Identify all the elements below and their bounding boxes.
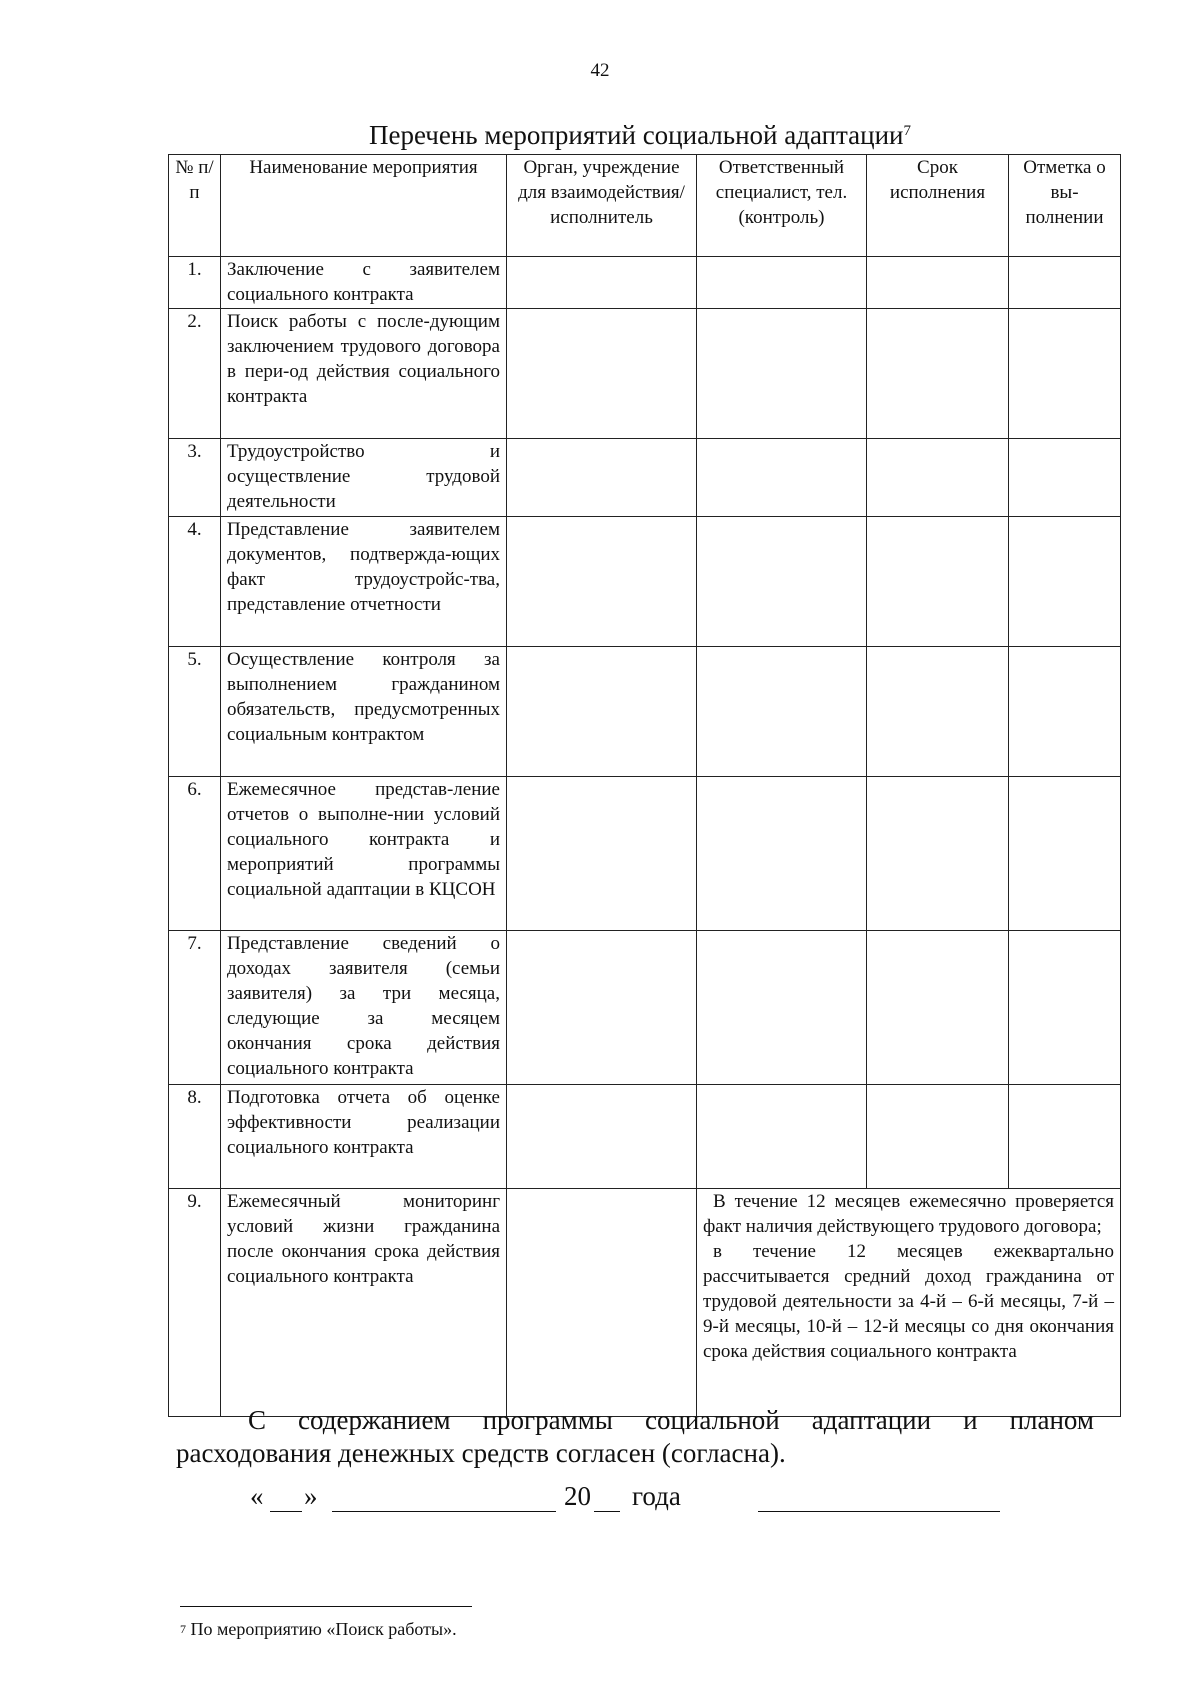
table-header-row — [169, 155, 1121, 257]
year-prefix: 20 — [564, 1481, 591, 1511]
col-header-responsible: Ответственный специалист, тел. (контроль) — [697, 155, 867, 257]
empty-cell — [1009, 257, 1121, 309]
row-number: 9. — [169, 1189, 221, 1417]
footnote-text: По мероприятию «Поиск работы». — [190, 1619, 457, 1639]
activity-name: Представление сведений о доходах заявителя (семьи заявителя) за три месяца, следующие за месяцем окончания срока действия социального контракта — [221, 931, 507, 1085]
empty-cell — [697, 517, 867, 647]
col-header-agency: Орган, учреждение для взаимодействия/ исполнитель — [507, 155, 697, 257]
row-number: 8. — [169, 1085, 221, 1189]
year-blank — [594, 1480, 620, 1512]
table-row — [169, 931, 1121, 1085]
monitoring-note-paragraph: В течение 12 месяцев ежемесячно проверяется факт наличия действующего трудового договора; — [703, 1191, 1114, 1237]
date-signature-line — [250, 1480, 1070, 1514]
close-quote: » — [304, 1481, 318, 1511]
row-number: 5. — [169, 647, 221, 777]
empty-cell — [867, 1085, 1009, 1189]
empty-cell — [1009, 1085, 1121, 1189]
monitoring-note-paragraph: в течение 12 месяцев ежеквартально рассчитывается средний доход гражданина от трудовой деятельности за 4-й – 6-й месяцы, 7-й – 9-й месяцы, 10-й – 12-й месяцы со дня окончания срока действия социального контракта — [703, 1241, 1114, 1362]
signature-blank — [758, 1480, 1000, 1512]
title-text: Перечень мероприятий социальной адаптации — [368, 120, 904, 150]
footnote-divider — [180, 1606, 472, 1607]
year-word: года — [632, 1481, 681, 1511]
col-header-number: № п/п — [169, 155, 221, 257]
empty-cell — [867, 517, 1009, 647]
table-row — [169, 1189, 1121, 1417]
footnote-mark: 7 — [180, 1622, 186, 1636]
empty-cell — [1009, 931, 1121, 1085]
empty-cell — [507, 1189, 697, 1417]
document-title — [168, 120, 1112, 150]
empty-cell — [697, 1085, 867, 1189]
empty-cell — [507, 777, 697, 931]
activity-name: Ежемесячный мониторинг условий жизни гражданина после окончания срока действия социального контракта — [221, 1189, 507, 1417]
empty-cell — [507, 309, 697, 439]
table-row — [169, 1085, 1121, 1189]
empty-cell — [867, 647, 1009, 777]
table-row — [169, 777, 1121, 931]
empty-cell — [697, 257, 867, 309]
month-blank — [332, 1480, 556, 1512]
empty-cell — [867, 777, 1009, 931]
open-quote: « — [250, 1481, 264, 1511]
empty-cell — [507, 439, 697, 517]
empty-cell — [507, 1085, 697, 1189]
row-number: 7. — [169, 931, 221, 1085]
table-row — [169, 647, 1121, 777]
col-header-completion-mark: Отметка о вы-полнении — [1009, 155, 1121, 257]
empty-cell — [697, 309, 867, 439]
empty-cell — [507, 517, 697, 647]
table-row — [169, 257, 1121, 309]
empty-cell — [507, 931, 697, 1085]
empty-cell — [867, 439, 1009, 517]
table-row — [169, 517, 1121, 647]
monitoring-note — [697, 1189, 1121, 1417]
title-footnote-mark: 7 — [903, 123, 911, 139]
activity-name: Поиск работы с после-дующим заключением трудового договора в пери-од действия социального контракта — [221, 309, 507, 439]
empty-cell — [1009, 777, 1121, 931]
empty-cell — [697, 647, 867, 777]
empty-cell — [867, 931, 1009, 1085]
activity-name: Заключение с заявителем социального контракта — [221, 257, 507, 309]
empty-cell — [507, 257, 697, 309]
row-number: 6. — [169, 777, 221, 931]
table-row — [169, 439, 1121, 517]
footnote — [180, 1618, 1080, 1640]
col-header-activity: Наименование мероприятия — [221, 155, 507, 257]
empty-cell — [697, 777, 867, 931]
activity-name: Представление заявителем документов, подтвержда-ющих факт трудоустройс-тва, представление отчетности — [221, 517, 507, 647]
empty-cell — [1009, 517, 1121, 647]
activity-name: Ежемесячное представ-ление отчетов о выполне-нии условий социального контракта и мероприятий программы социальной адаптации в КЦСОН — [221, 777, 507, 931]
empty-cell — [1009, 309, 1121, 439]
empty-cell — [867, 309, 1009, 439]
empty-cell — [697, 439, 867, 517]
empty-cell — [867, 257, 1009, 309]
col-header-deadline: Срок исполнения — [867, 155, 1009, 257]
empty-cell — [1009, 647, 1121, 777]
activities-table — [168, 154, 1121, 1417]
activity-name: Трудоустройство и осуществление трудовой деятельности — [221, 439, 507, 517]
row-number: 4. — [169, 517, 221, 647]
empty-cell — [507, 647, 697, 777]
empty-cell — [697, 931, 867, 1085]
day-blank — [270, 1480, 302, 1512]
row-number: 1. — [169, 257, 221, 309]
page-number: 42 — [590, 60, 610, 81]
activity-name: Осуществление контроля за выполнением гражданином обязательств, предусмотренных социальным контрактом — [221, 647, 507, 777]
row-number: 3. — [169, 439, 221, 517]
empty-cell — [1009, 439, 1121, 517]
row-number: 2. — [169, 309, 221, 439]
table-row — [169, 309, 1121, 439]
activity-name: Подготовка отчета об оценке эффективности реализации социального контракта — [221, 1085, 507, 1189]
consent-statement: С содержанием программы социальной адаптации и планом расходования денежных средств согласен (согласна). — [176, 1405, 1094, 1468]
